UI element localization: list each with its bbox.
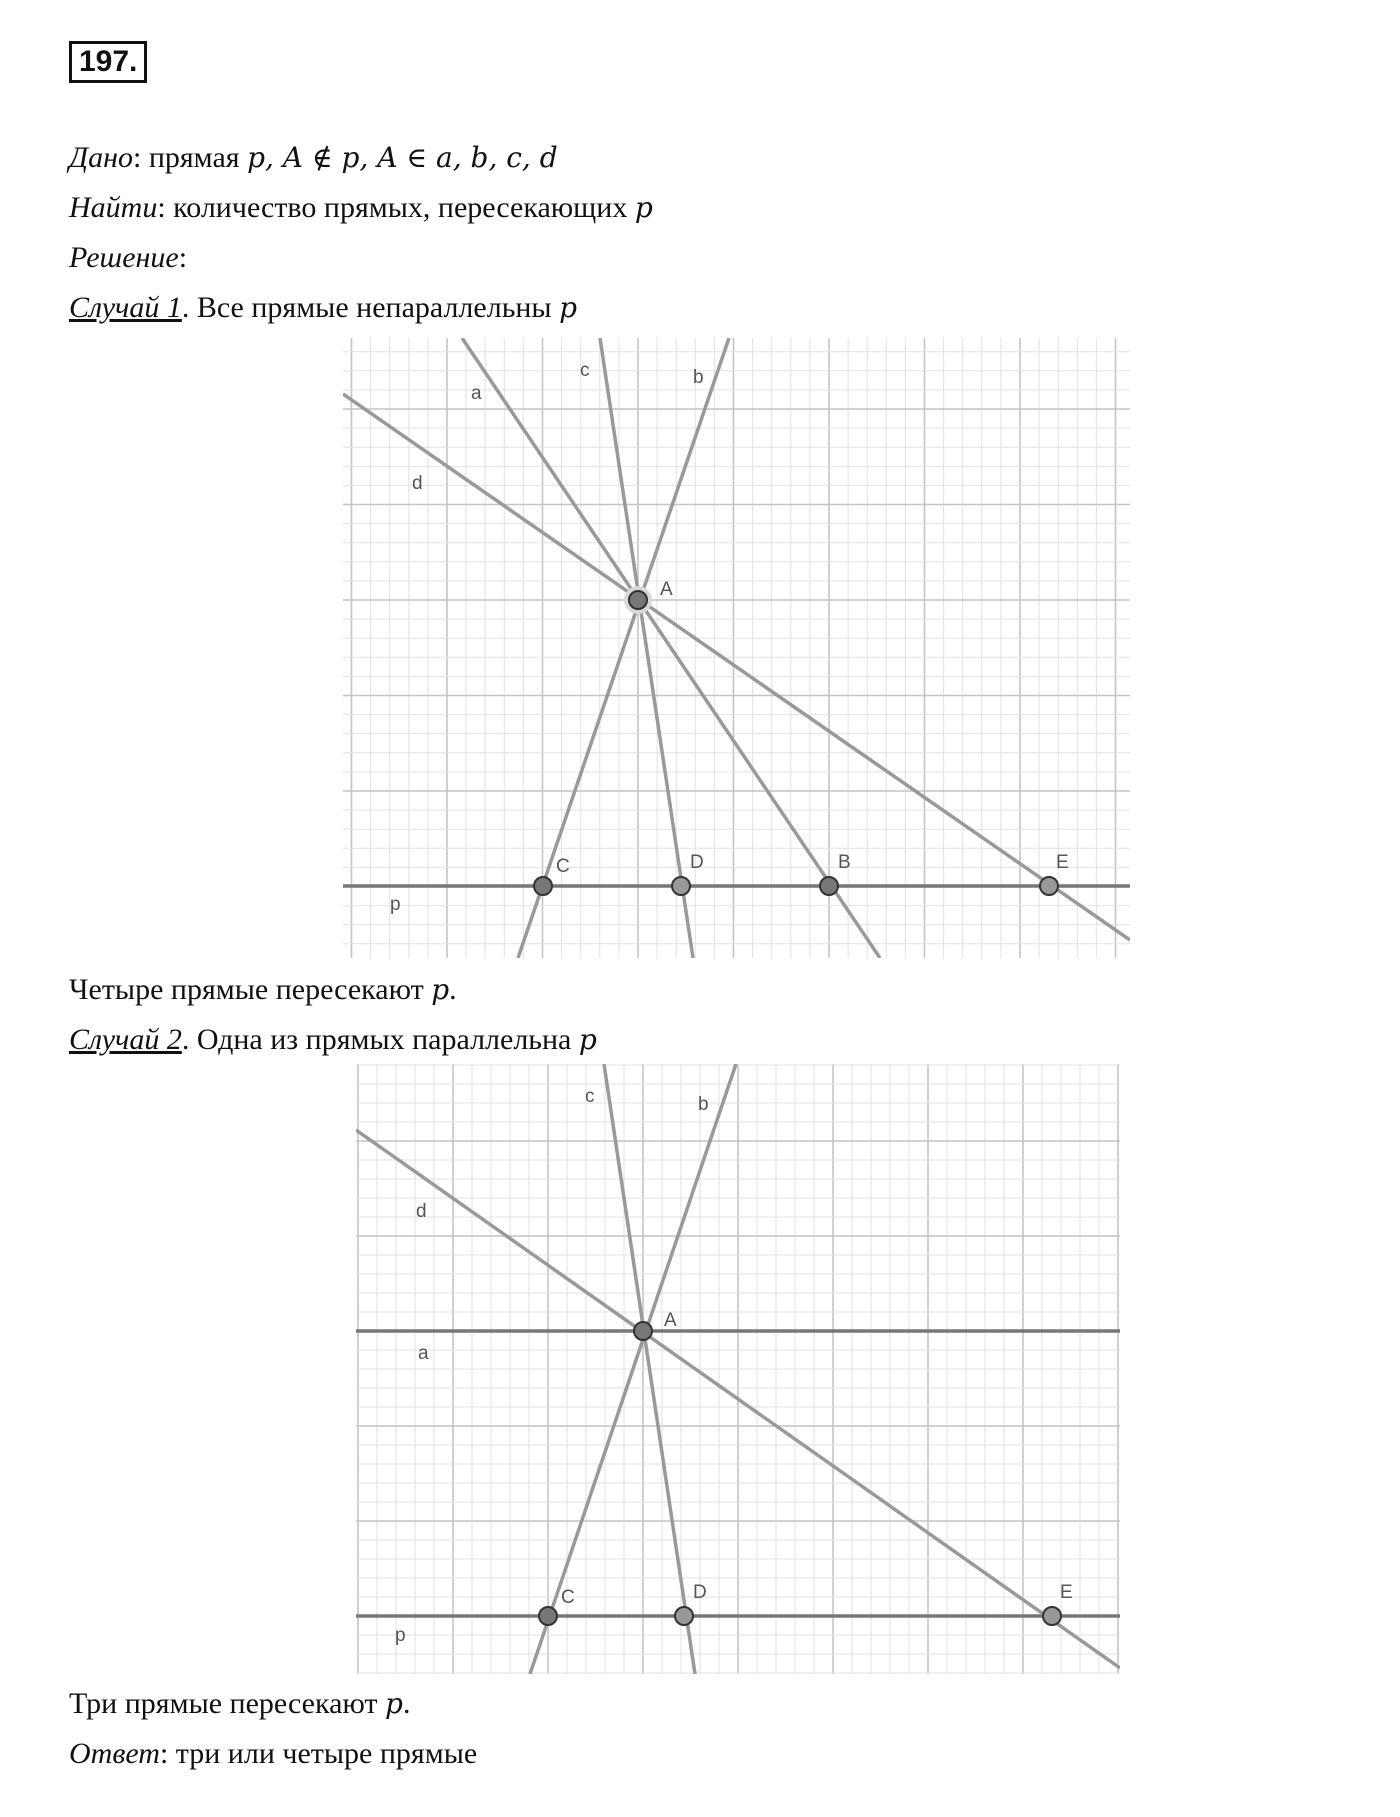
case1-label-d: d bbox=[412, 473, 423, 494]
case1-label-c: c bbox=[580, 360, 590, 381]
case1-text: . Все прямые непараллельны bbox=[181, 291, 560, 324]
find-label: Найти bbox=[69, 191, 158, 224]
case2-label: Случай 2 bbox=[69, 1023, 182, 1056]
case2-label-point-a: A bbox=[664, 1310, 677, 1331]
answer-line bbox=[69, 1736, 477, 1772]
solution-label: Решение bbox=[69, 241, 179, 274]
case2-conclusion bbox=[69, 1686, 410, 1722]
case2-diagram bbox=[356, 1064, 1120, 1674]
case1-diagram bbox=[343, 338, 1130, 958]
case1-lines bbox=[343, 338, 1130, 958]
case1-label-p: p bbox=[390, 894, 401, 915]
case2-conclusion-end: . bbox=[402, 1687, 411, 1720]
case1-label-point-c: C bbox=[556, 856, 570, 877]
solution-line bbox=[69, 240, 187, 276]
case1-point-c bbox=[534, 877, 552, 895]
case2-label-d: d bbox=[416, 1201, 427, 1222]
case2-point-d bbox=[675, 1607, 693, 1625]
given-label: Дано bbox=[69, 141, 133, 174]
case1-label-a: a bbox=[471, 383, 482, 404]
case2-label-a: a bbox=[418, 1343, 429, 1364]
case1-label-point-b: B bbox=[838, 852, 851, 873]
case1-point-a bbox=[629, 591, 647, 609]
solution-text: : bbox=[178, 241, 188, 274]
find-text: : количество прямых, пересекающих bbox=[157, 191, 635, 224]
case1-conclusion-math: p bbox=[431, 973, 450, 1006]
case1-line-d bbox=[343, 394, 1130, 940]
case2-point-a bbox=[634, 1322, 652, 1340]
case2-label-point-e: E bbox=[1060, 1582, 1073, 1603]
case2-label-point-c: C bbox=[561, 1587, 575, 1608]
case1-point-d bbox=[672, 877, 690, 895]
answer-text: : три или четыре прямые bbox=[159, 1737, 478, 1770]
case2-points bbox=[539, 1322, 1061, 1625]
given-math: p, A ∉ p, A ∈ a, b, c, d bbox=[247, 141, 558, 174]
case1-label: Случай 1 bbox=[69, 291, 182, 324]
case1-label-b: b bbox=[693, 367, 704, 388]
case1-grid bbox=[343, 338, 1130, 958]
case2-math: p bbox=[578, 1023, 597, 1056]
case2-label-point-d: D bbox=[693, 1582, 707, 1603]
case1-line-labels bbox=[390, 360, 704, 915]
case2-label-p: p bbox=[395, 1625, 406, 1646]
problem-number: 197. bbox=[69, 41, 147, 83]
case1-heading bbox=[69, 290, 577, 326]
given-text: : прямая bbox=[132, 141, 248, 174]
case2-text: . Одна из прямых параллельна bbox=[181, 1023, 579, 1056]
case1-label-point-d: D bbox=[690, 852, 704, 873]
case1-line-a bbox=[462, 338, 880, 958]
case1-point-e bbox=[1040, 877, 1058, 895]
case2-conclusion-text: Три прямые пересекают bbox=[69, 1687, 386, 1720]
case1-label-point-a: A bbox=[660, 579, 673, 600]
case2-conclusion-math: p bbox=[385, 1687, 403, 1720]
find-line bbox=[69, 190, 653, 226]
case1-conclusion bbox=[69, 972, 457, 1008]
case2-label-c: c bbox=[585, 1086, 595, 1107]
case1-math: p bbox=[559, 291, 578, 324]
case2-point-c bbox=[539, 1607, 557, 1625]
case2-point-e bbox=[1043, 1607, 1061, 1625]
case2-grid bbox=[356, 1064, 1120, 1674]
given-line bbox=[69, 140, 558, 176]
find-math: p bbox=[634, 191, 653, 224]
case1-line-c bbox=[600, 338, 693, 958]
answer-label: Ответ bbox=[69, 1737, 160, 1770]
case1-conclusion-text: Четыре прямые пересекают bbox=[69, 973, 432, 1006]
case1-label-point-e: E bbox=[1056, 852, 1069, 873]
case1-point-b bbox=[820, 877, 838, 895]
case2-heading bbox=[69, 1022, 597, 1058]
case2-label-b: b bbox=[698, 1094, 709, 1115]
case1-conclusion-end: . bbox=[449, 973, 457, 1006]
